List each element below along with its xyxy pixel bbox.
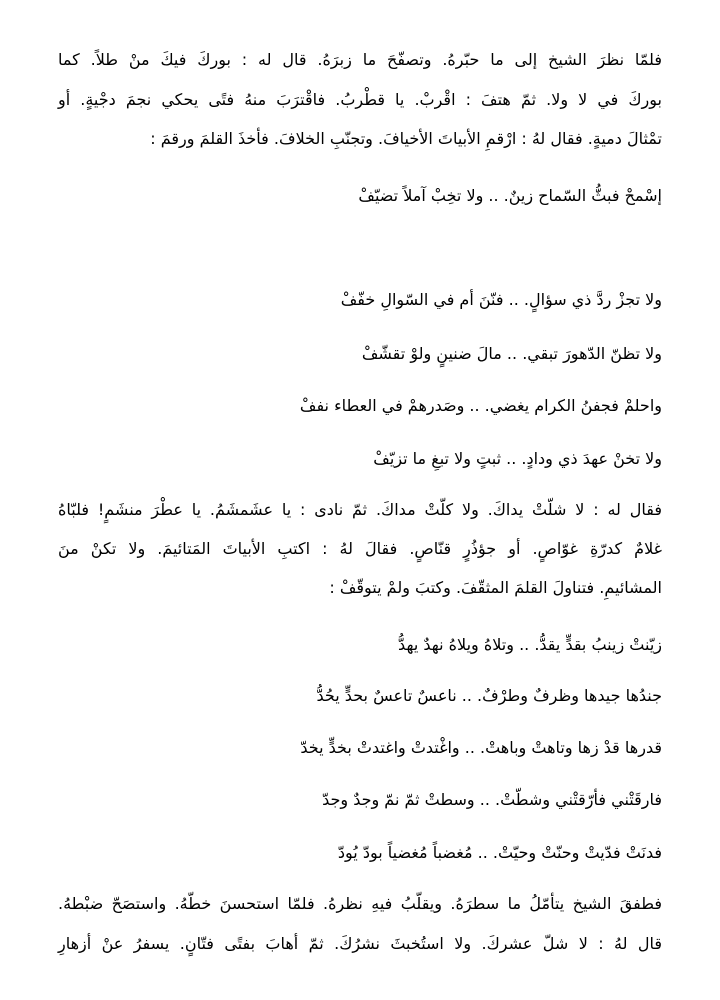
verse-line: ولا تجزْ ردَّ ذي سؤالٍ. .. فنّنَ أم في السّوالِ خفّفْ bbox=[340, 290, 662, 309]
verse-line: فارقَتْني فأرّقتْني وشطّتْ. .. وسطتْ ثمّ نمّ وجدٌ وجدّ bbox=[322, 790, 662, 809]
paragraph-line: بوركَ في لا ولا. ثمّ هتفَ : اقْربْ. يا قطْربُ. فاقْترَبَ منهُ فتًى يحكي نجمَ دجْيةٍ. أو bbox=[58, 90, 662, 109]
verse-line: زيّنتْ زينبُ بقدٍّ يقدُّ. .. وتلاهُ ويلاهُ نهدٌ يهدُّ bbox=[398, 635, 662, 654]
paragraph-line: المشائيمِ. فتناولَ القلمَ المثقّفَ. وكتبَ ولمْ يتوقّفْ : bbox=[329, 578, 662, 597]
verse-line: فدنَتْ فدّيتْ وحنّتْ وحيّتْ. .. مُغضباً مُغضياً بودّ يُودّ bbox=[337, 843, 662, 862]
paragraph-line: غلامٌ كدرّةِ غوّاصٍ. أو جؤذُرٍ قنّاصٍ. فقالَ لهُ : اكتبِ الأبياتَ المَتائيمَ. ولا تكنْ منَ bbox=[58, 539, 662, 558]
verse-line: جندُها جيدها وظرفٌ وطرْفٌ. .. ناعسٌ تاعسٌ بحدٍّ يحُدُّ bbox=[316, 686, 662, 705]
verse-line: قدرها قدْ زها وتاهتْ وباهتْ. .. واغْتدتْ واغتدتْ بخدٍّ يخدّ bbox=[300, 738, 662, 757]
paragraph-line: تمْثالَ دميةٍ. فقال لهُ : ارْقمِ الأبياتَ الأخيافَ. وتجنّبِ الخلافَ. فأخذَ القلمَ ورقمَ : bbox=[150, 129, 662, 148]
verse-line: واحلمْ فجفنُ الكرام يغضي. .. وصَدرهمْ في العطاء نففْ bbox=[299, 396, 662, 415]
verse-line: إسْمحْ فبثُّ السّماح زينٌ. .. ولا تخِبْ آملاً تضيّفْ bbox=[358, 186, 662, 205]
paragraph-line: قال لهُ : لا شلّ عشركَ. ولا استُخبثَ نشرُكَ. ثمّ أهابَ بفتًى فتّانٍ. يسفرُ عنْ أزهارِ bbox=[58, 934, 662, 953]
verse-line: ولا تخنْ عهدَ ذي ودادٍ. .. ثبتٍ ولا تبغِ ما تزيّفْ bbox=[373, 449, 662, 468]
paragraph-line: فطفقَ الشيخ يتأمّلُ ما سطرَهُ. ويقلّبُ فيهِ نظرهُ. فلمّا استحسنَ خطّهُ. واستصَحّ ضبْطهُ. bbox=[58, 894, 662, 913]
verse-line: ولا تظنّ الدّهورَ تبقي. .. مالَ ضنينٍ ولوْ تقشّفْ bbox=[361, 344, 662, 363]
paragraph-line: فلمّا نظرَ الشيخ إلى ما حبّرهُ. وتصفّحَ ما زبرَهُ. قال له : بوركَ فيكَ منْ طلاً. كما bbox=[58, 50, 662, 69]
paragraph-line: فقال له : لا شلّتْ يداكَ. ولا كلّتْ مداكَ. ثمّ نادى : يا عشَمشَمُ. يا عطْرَ منشَمٍ! فلبّاهُ bbox=[58, 500, 662, 519]
